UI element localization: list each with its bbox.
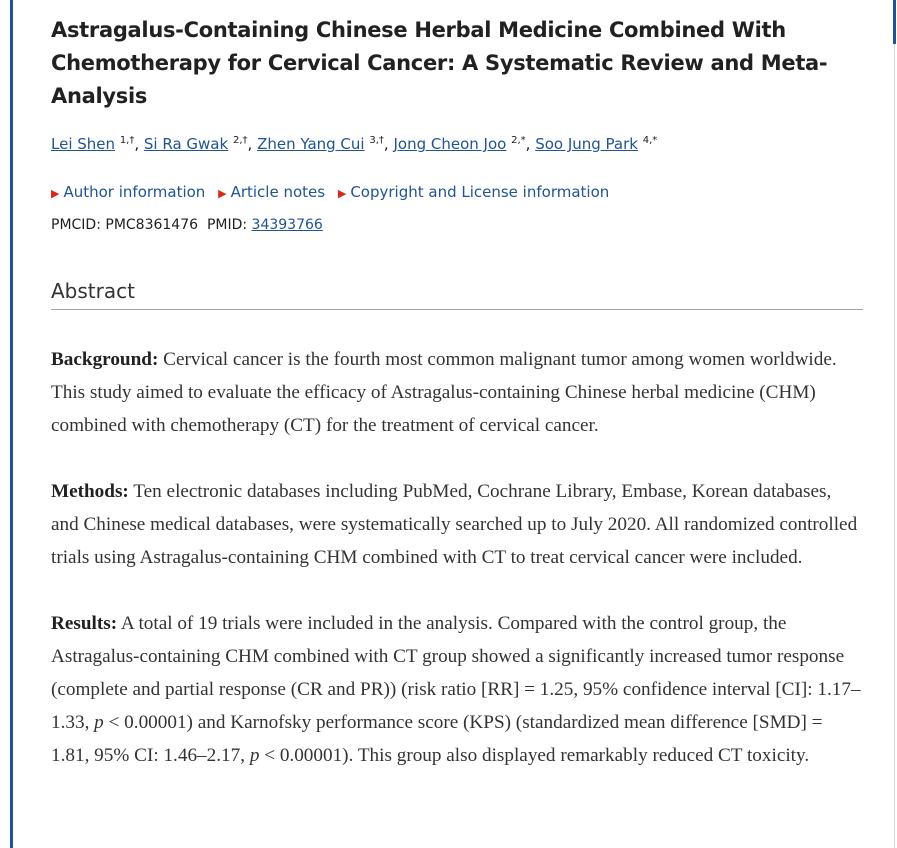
- p-value-symbol: p: [94, 712, 104, 733]
- article-title: Astragalus-Containing Chinese Herbal Medicine Combined With Chemotherapy for Cervical Cancer: A Systematic Review and Meta-Analysis: [51, 18, 828, 108]
- article-identifiers: [51, 215, 863, 235]
- abstract-background: [51, 343, 863, 442]
- article-content: [51, 14, 863, 772]
- methods-label: Methods:: [51, 481, 129, 502]
- author-affiliation: 2,*: [511, 135, 526, 146]
- triangle-right-icon: ▶: [51, 187, 60, 200]
- article-notes-toggle[interactable]: ▶ Article notes: [218, 183, 326, 201]
- author-link[interactable]: Jong Cheon Joo: [393, 135, 507, 153]
- article-info-links: [51, 181, 863, 205]
- author-link[interactable]: Soo Jung Park: [535, 135, 638, 153]
- abstract-results: [51, 607, 863, 772]
- triangle-right-icon: ▶: [218, 187, 227, 200]
- methods-text: Ten electronic databases including PubMed, Cochrane Library, Embase, Korean databases, and Chinese medical databases, were systematically searched up to July 2020. All randomized controlled trials using Astragalus-containing CHM combined with CT to treat cervical cancer were included.: [51, 481, 858, 568]
- abstract-methods: [51, 475, 863, 574]
- author-affiliation: 2,†: [232, 135, 248, 146]
- author-link[interactable]: Zhen Yang Cui: [257, 135, 365, 153]
- pmid-label: PMID:: [206, 217, 248, 233]
- right-sidebar-edge: [893, 0, 897, 848]
- p-value-symbol: p: [249, 745, 260, 766]
- results-text: < 0.00001). This group also displayed remarkably reduced CT toxicity.: [264, 745, 810, 766]
- author-affiliation: 3,†: [369, 135, 384, 146]
- left-accent-bar: [0, 0, 13, 848]
- author-affiliation: 4,*: [642, 135, 658, 146]
- pmid-link[interactable]: 34393766: [251, 217, 323, 233]
- copyright-license-toggle[interactable]: ▶ Copyright and License information: [337, 183, 610, 201]
- triangle-right-icon: ▶: [337, 187, 347, 200]
- author-link[interactable]: Lei Shen: [51, 135, 116, 153]
- results-text: A total of 19 trials were included in the analysis. Compared with the control group, the Astragalus-containing CHM combined with CT group showed a significantly increased tumor response (complete and partial response (CR and PR)) (risk ratio [RR] = 1.25, 95% confidence interval [CI]: 1.17–1.33,: [51, 613, 861, 733]
- background-text: Cervical cancer is the fourth most common malignant tumor among women worldwide. This study aimed to evaluate the efficacy of Astragalus-containing Chinese herbal medicine (CHM) combined with chemotherapy (CT) for the treatment of cervical cancer.: [51, 349, 837, 436]
- results-label: Results:: [51, 613, 118, 634]
- results-text: < 0.00001) and Karnofsky performance score (KPS) (standardized mean difference [SMD] = 1.81, 95% CI: 1.46–2.17,: [51, 712, 823, 766]
- abstract-heading: Abstract: [51, 279, 863, 310]
- author-link[interactable]: Si Ra Gwak: [143, 135, 229, 153]
- background-label: Background:: [51, 349, 159, 370]
- author-affiliation: 1,†: [119, 135, 135, 146]
- author-information-toggle[interactable]: ▶ Author information: [51, 183, 206, 201]
- pmcid: PMCID: PMC8361476: [51, 217, 199, 233]
- author-list: Lei Shen $^{1,\dagger}$, Si Ra Gwak $^{2,\dagger}$, Zhen Yang Cui $^{3,\dagger}$, Jong Cheon Joo $^{2,*}$, Soo Jung Park $^{4,*}$: [51, 135, 658, 153]
